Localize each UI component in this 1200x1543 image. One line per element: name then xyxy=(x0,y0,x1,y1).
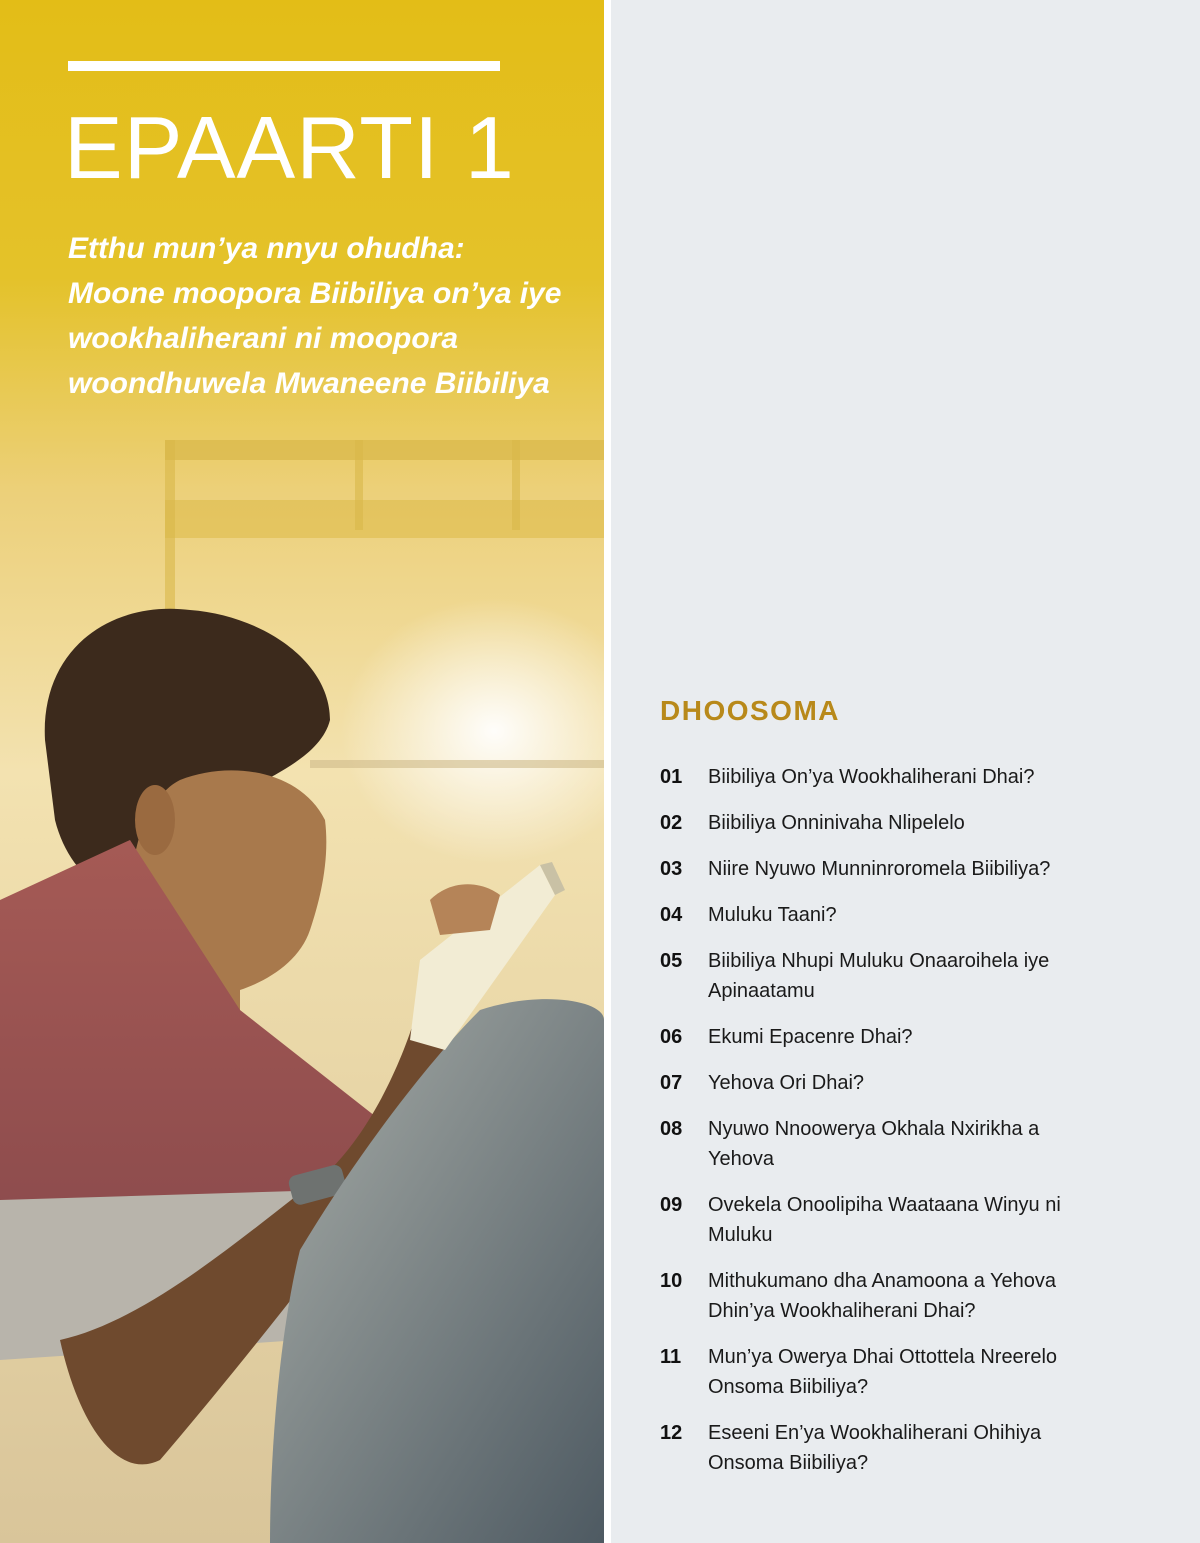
lesson-number: 07 xyxy=(660,1072,683,1094)
lesson-number: 03 xyxy=(660,858,683,880)
lesson-title: Biibiliya Nhupi Muluku Onaaroihela iye Apinaatamu xyxy=(708,950,1050,1002)
lesson-title: Muluku Taani? xyxy=(708,904,837,926)
lesson-item[interactable] xyxy=(660,1114,1180,1174)
part-subtitle: Etthu mun’ya nnyu ohudha: Moone moopora Biibiliya on’ya iye wookhaliherani ni moopora woondhuwela Mwaneene Biibiliya xyxy=(68,232,562,400)
lesson-title: Mithukumano dha Anamoona a Yehova Dhin’ya Wookhaliherani Dhai? xyxy=(708,1270,1057,1322)
lesson-number: 12 xyxy=(660,1422,683,1444)
lesson-title: Niire Nyuwo Munninroromela Biibiliya? xyxy=(708,858,1051,880)
lesson-item[interactable] xyxy=(660,762,1180,792)
lessons-panel xyxy=(611,0,1200,1543)
lesson-item[interactable] xyxy=(660,1266,1180,1326)
lesson-title: Yehova Ori Dhai? xyxy=(708,1072,865,1094)
lesson-title: Eseeni En’ya Wookhaliherani Ohihiya Onsoma Biibiliya? xyxy=(708,1422,1042,1474)
lesson-title: Biibiliya Onninivaha Nlipelelo xyxy=(708,812,965,834)
lesson-item[interactable] xyxy=(660,1022,1180,1052)
lesson-title: Mun’ya Owerya Dhai Ottottela Nreerelo Onsoma Biibiliya? xyxy=(708,1346,1058,1398)
lesson-item[interactable] xyxy=(660,808,1180,838)
lesson-item[interactable] xyxy=(660,1418,1180,1478)
lesson-title: Nyuwo Nnoowerya Okhala Nxirikha a Yehova xyxy=(708,1118,1040,1170)
lesson-item[interactable] xyxy=(660,900,1180,930)
lessons-list xyxy=(660,762,1180,1494)
lesson-number: 08 xyxy=(660,1118,683,1140)
lesson-item[interactable] xyxy=(660,1068,1180,1098)
lesson-item[interactable] xyxy=(660,1342,1180,1402)
lesson-item[interactable] xyxy=(660,854,1180,884)
lesson-title: Biibiliya On’ya Wookhaliherani Dhai? xyxy=(708,766,1035,788)
lesson-number: 09 xyxy=(660,1194,683,1216)
lesson-number: 10 xyxy=(660,1270,683,1292)
header-rule xyxy=(68,61,500,71)
lesson-title: Ekumi Epacenre Dhai? xyxy=(708,1026,913,1048)
lesson-number: 02 xyxy=(660,812,683,834)
lesson-number: 06 xyxy=(660,1026,683,1048)
lesson-number: 04 xyxy=(660,904,683,926)
lesson-item[interactable] xyxy=(660,1190,1180,1250)
column-gap xyxy=(604,0,611,1543)
lesson-title: Ovekela Onoolipiha Waataana Winyu ni Muluku xyxy=(708,1194,1061,1246)
lessons-heading: DHOOSOMA xyxy=(660,695,840,726)
lesson-number: 05 xyxy=(660,950,683,972)
lesson-item[interactable] xyxy=(660,946,1180,1006)
lesson-number: 11 xyxy=(660,1346,682,1368)
lesson-number: 01 xyxy=(660,766,683,788)
part-title: EPAARTI 1 xyxy=(64,98,515,197)
